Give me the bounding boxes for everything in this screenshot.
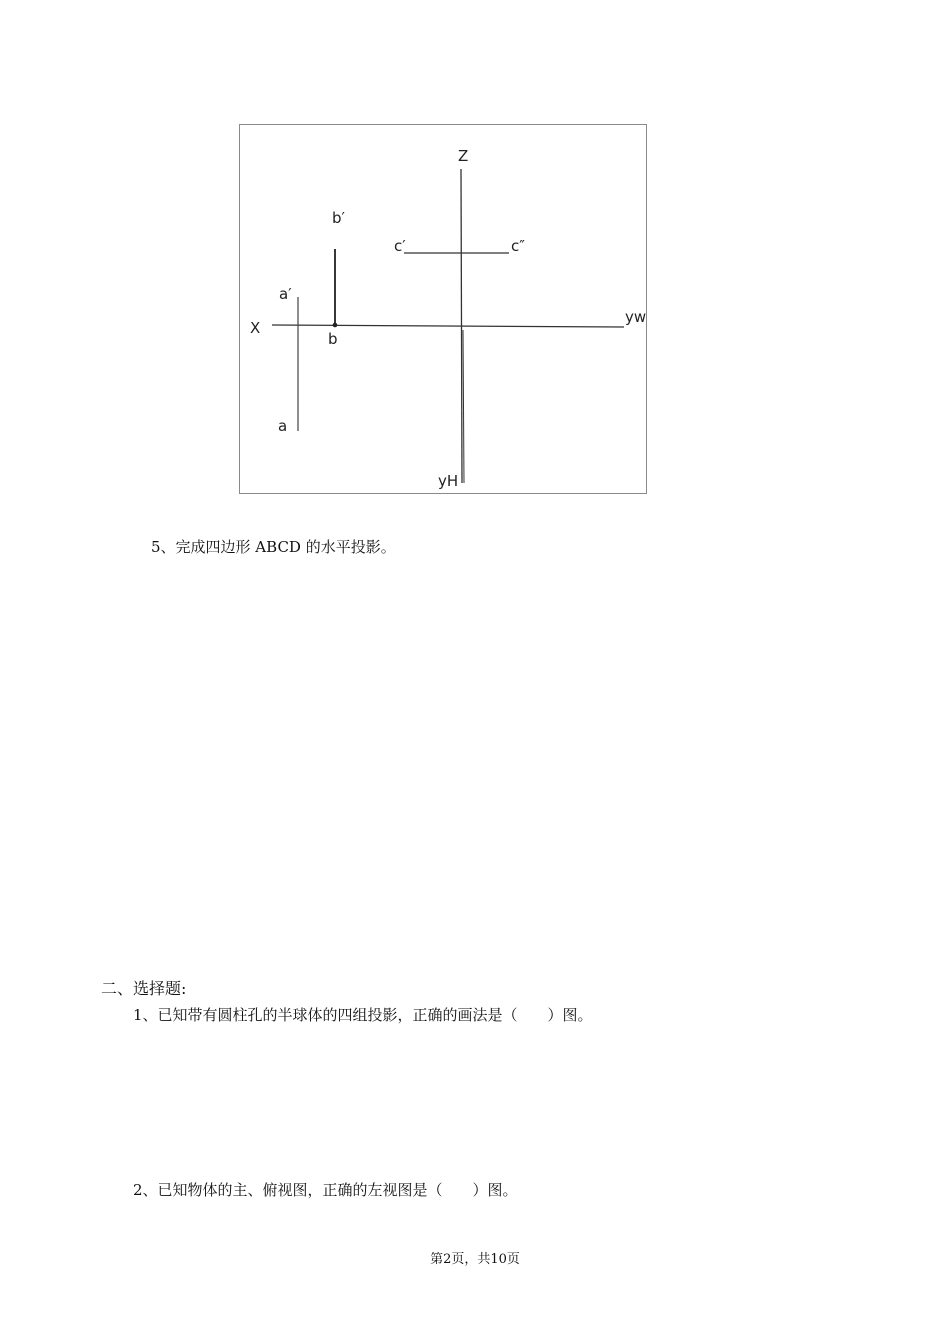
label-yh: yH — [438, 472, 459, 490]
label-b-prime: b′ — [332, 209, 345, 227]
projection-drawing — [240, 125, 648, 495]
label-x: X — [250, 319, 261, 337]
label-z: Z — [458, 147, 469, 165]
x-axis-line — [272, 325, 624, 327]
label-a: a — [278, 417, 288, 435]
question-2-1-text: 1、已知带有圆柱孔的半球体的四组投影，正确的画法是（ ）图。 — [133, 1006, 593, 1024]
label-c-prime: c′ — [394, 237, 406, 255]
question-5-text: 5、完成四边形 ABCD 的水平投影。 — [151, 538, 396, 556]
projection-figure — [239, 124, 647, 494]
label-a-prime: a′ — [279, 285, 292, 303]
question-2-2-text: 2、已知物体的主、俯视图，正确的左视图是（ ）图。 — [133, 1181, 518, 1199]
yh-axis-double-stroke — [463, 330, 464, 483]
page-footer: 第2页，共10页 — [430, 1252, 520, 1267]
label-yw: yw — [625, 308, 647, 326]
label-c-double-prime: c″ — [511, 237, 525, 255]
label-b: b — [328, 330, 338, 348]
point-b — [333, 323, 338, 328]
z-axis-line — [461, 169, 462, 483]
section-2-heading: 二、选择题: — [101, 979, 187, 998]
